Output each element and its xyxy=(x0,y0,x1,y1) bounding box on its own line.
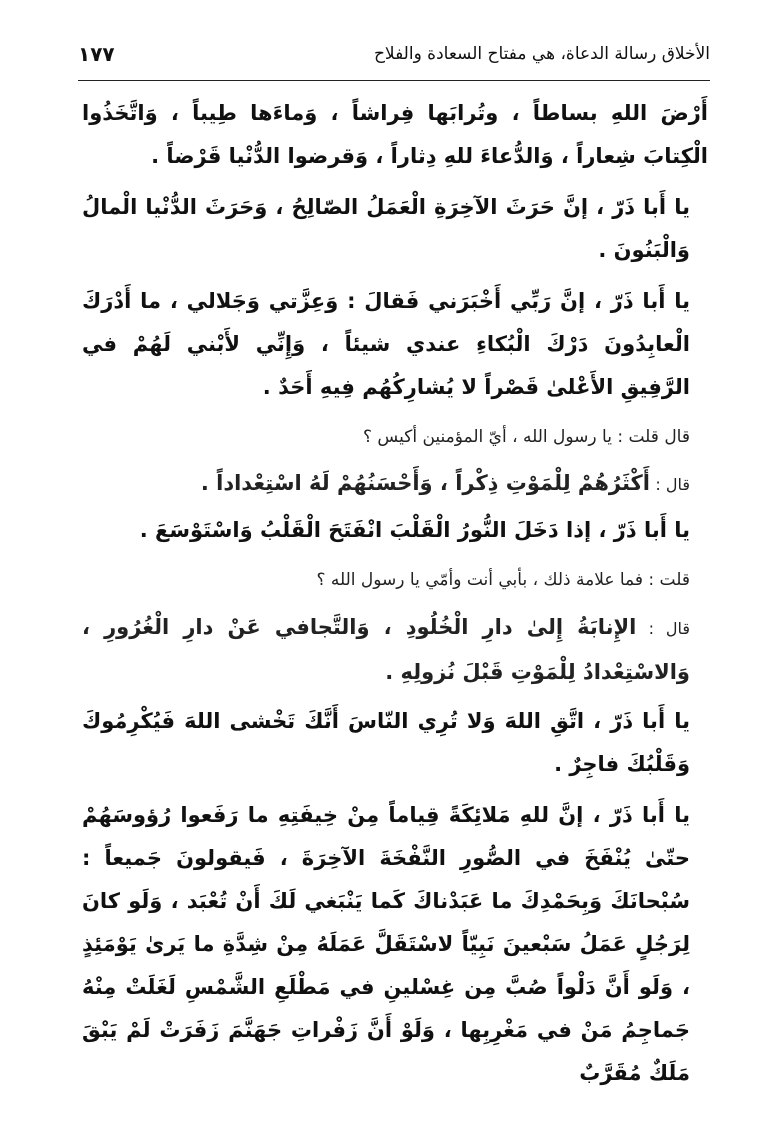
paragraph-4: يا أَبا ذَرّ ، إذا دَخَلَ النُّورُ الْقَلْبَ انْفَتَحَ الْقَلْبُ وَاسْتَوْسَعَ . xyxy=(139,518,690,542)
answer-1 xyxy=(82,463,708,505)
answer-2-prefix: قال : xyxy=(648,619,691,638)
paragraph-1: أَرْضَ اللهِ بساطاً ، وتُرابَها فِراشاً ، وَماءَها طِيباً ، وَاتَّخَذُوا الْكِتابَ شِعاراً ، وَالدُّعاءَ للهِ دِثاراً ، وَقرضوا الدُّنْيا قَرْضاً . xyxy=(82,101,708,168)
answer-1-prefix: قال : xyxy=(655,475,690,494)
answer-2 xyxy=(82,606,708,696)
paragraph-6: يا أَبا ذَرّ ، إنَّ للهِ مَلائِكَةً قِياماً مِنْ خِيفَتِهِ ما رَفَعوا رُؤوسَهُمْ حتّىٰ يُنْفَخَ في الصُّورِ النَّفْخَةَ الآخِرَةَ ، فَيقولونَ جَميعاً : سُبْحانَكَ وَبِحَمْدِكَ ما عَبَدْناكَ كَما يَنْبَغي لَكَ أَنْ تُعْبَد ، وَلَو كانَ لِرَجُلٍ عَمَلُ سَبْعينَ نَبِيّاً لاسْتَقَلَّ عَمَلَهُ مِنْ شِدَّةِ ما يَرىٰ يَوْمَئِذٍ ، وَلَو أَنَّ دَلْواً صُبَّ مِن غِسْلينِ في مَطْلَعِ الشَّمْسِ لَغَلَتْ مِنْهُ جَماجِمُ مَنْ في مَغْرِبِها ، وَلَوْ أَنَّ زَفْراتِ جَهَنَّمَ زَفَرَتْ لَمْ يَبْقَ مَلَكٌ مُقَرَّبٌ xyxy=(82,803,690,1085)
paragraph-2: يا أَبا ذَرّ ، إنَّ حَرَثَ الآخِرَةِ الْعَمَلُ الصّالِحُ ، وَحَرَثَ الدُّنْيا الْمالُ وَالْبَنُونَ . xyxy=(82,195,690,262)
paragraph-3: يا أَبا ذَرّ ، إنَّ رَبِّي أَخْبَرَني فَقالَ : وَعِزَّتي وَجَلالي ، ما أَدْرَكَ الْعابِدُونَ دَرْكَ الْبُكاءِ عندي شيئاً ، وَإِنِّي لأَبْني لَهُمْ في الرَّفِيقِ الأَعْلىٰ قَصْراً لا يُشارِكُهُم فِيهِ أَحَدٌ . xyxy=(82,289,690,399)
page-body xyxy=(82,92,708,1103)
question-1: قال قلت : يا رسول الله ، أيّ المؤمنين أكيس ؟ xyxy=(363,427,690,447)
page-header xyxy=(78,38,710,81)
answer-1-text: أَكْثَرُهُمْ لِلْمَوْتِ ذِكْراً ، وَأَحْسَنُهُمْ لَهُ اسْتِعْداداً . xyxy=(200,471,650,495)
page-number: ١٧٧ xyxy=(78,42,115,66)
question-2: قلت : فما علامة ذلك ، بأبي أنت وأمّي يا رسول الله ؟ xyxy=(316,570,690,590)
answer-2-text: الإِنابَةُ إِلىٰ دارِ الْخُلُودِ ، وَالتَّجافي عَنْ دارِ الْغُرُورِ ، وَالاسْتِعْدادُ لِلْمَوْتِ قَبْلَ نُزولِهِ . xyxy=(82,615,690,684)
paragraph-5: يا أَبا ذَرّ ، اتَّقِ اللهَ وَلا تُرِي النّاسَ أَنَّكَ تَخْشى اللهَ فَيُكْرِمُوكَ وَقَلْبُكَ فاجِرٌ . xyxy=(82,709,690,776)
running-title: الأخلاق رسالة الدعاة، هي مفتاح السعادة والفلاح xyxy=(373,44,710,64)
